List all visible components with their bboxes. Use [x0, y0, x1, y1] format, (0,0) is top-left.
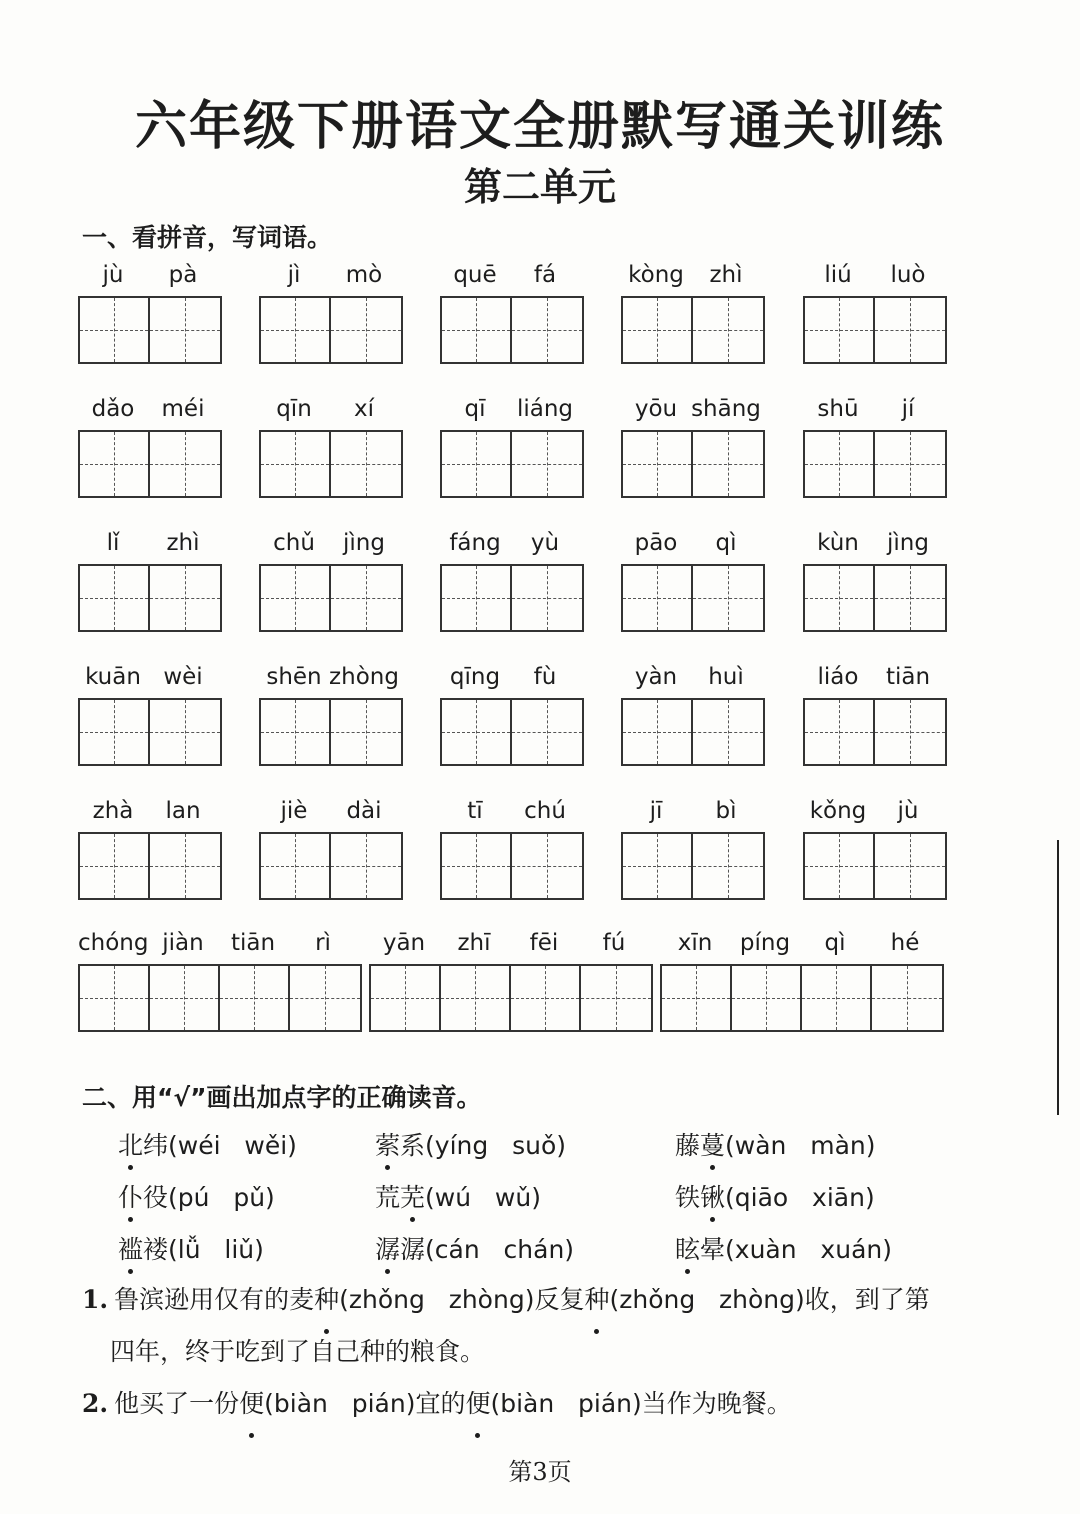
writing-cell[interactable]: [261, 298, 331, 362]
writing-grid: [259, 296, 403, 364]
writing-cell[interactable]: [805, 432, 875, 496]
choice-row: [0, 1126, 1080, 1166]
page-number: 第3页: [508, 1458, 572, 1486]
writing-cell[interactable]: [261, 566, 331, 630]
pinyin-label: lǐ: [106, 530, 120, 556]
pinyin-label: fù: [533, 664, 557, 690]
writing-cell[interactable]: [80, 298, 150, 362]
pinyin-label: luò: [890, 262, 926, 288]
pinyin-label: zhà: [92, 798, 134, 824]
pinyin-label: dài: [346, 798, 382, 824]
writing-grid: [78, 698, 222, 766]
writing-cell[interactable]: [80, 834, 150, 898]
writing-cell[interactable]: [150, 700, 220, 764]
word-row: [0, 664, 1080, 794]
writing-grid: [78, 832, 222, 900]
pinyin-label: kǒng: [809, 798, 867, 824]
writing-grid: [259, 832, 403, 900]
pinyin-label: kòng: [628, 262, 684, 288]
pronunciation-options[interactable]: (pú pǔ): [168, 1183, 275, 1212]
pinyin-label: méi: [161, 396, 205, 422]
writing-grid: [803, 430, 947, 498]
writing-cell[interactable]: [693, 298, 763, 362]
writing-cell[interactable]: [261, 834, 331, 898]
sentence-2: 2. 他买了一份便(biàn pián)宜的便(biàn pián)当作为晚餐。: [82, 1378, 962, 1430]
pinyin-label: xí: [353, 396, 374, 422]
writing-cell[interactable]: [331, 432, 401, 496]
choice-item: [118, 1178, 275, 1214]
writing-cell[interactable]: [805, 834, 875, 898]
writing-grid: [259, 430, 403, 498]
writing-grid: [369, 964, 653, 1032]
pinyin-label: yōu: [634, 396, 678, 422]
pinyin-label: qīng: [449, 664, 501, 690]
writing-cell[interactable]: [150, 966, 220, 1030]
pronunciation-options[interactable]: (biàn pián)当作为晚餐。: [490, 1389, 792, 1418]
pinyin-label: fú: [602, 930, 626, 956]
writing-cell[interactable]: [623, 298, 693, 362]
choice-row: [0, 1178, 1080, 1218]
writing-cell[interactable]: [693, 566, 763, 630]
choice-item: [118, 1126, 297, 1162]
writing-cell[interactable]: [732, 966, 802, 1030]
pinyin-label: quē: [453, 262, 497, 288]
writing-cell[interactable]: [875, 834, 945, 898]
pinyin-label: dǎo: [91, 396, 135, 422]
pinyin-label: lan: [165, 798, 201, 824]
choice-item: [675, 1230, 892, 1266]
pinyin-label: shāng: [691, 396, 761, 422]
pinyin-label: chóng: [78, 930, 149, 956]
writing-cell[interactable]: [802, 966, 872, 1030]
pinyin-label: xīn: [677, 930, 713, 956]
choice-item: [675, 1126, 876, 1162]
pinyin-label: fáng: [449, 530, 501, 556]
writing-grid: [621, 564, 765, 632]
word-char: 藤: [675, 1131, 701, 1160]
pinyin-label: chú: [524, 798, 566, 824]
unit-title: 第二单元: [463, 164, 616, 209]
word-row: [0, 396, 1080, 526]
pinyin-label: fēi: [529, 930, 559, 956]
pinyin-label: bì: [715, 798, 737, 824]
pinyin-label: tiān: [885, 664, 931, 690]
dotted-char: 便: [239, 1378, 264, 1430]
writing-grid: [621, 698, 765, 766]
pinyin-label: hé: [890, 930, 920, 956]
writing-cell[interactable]: [623, 566, 693, 630]
writing-cell[interactable]: [875, 298, 945, 362]
pronunciation-options[interactable]: (zhǒng zhòng)收，到了第: [609, 1285, 930, 1314]
pinyin-label: tiān: [230, 930, 276, 956]
writing-cell[interactable]: [442, 700, 512, 764]
writing-cell[interactable]: [331, 834, 401, 898]
dotted-char: 种: [584, 1274, 609, 1326]
writing-grid: [440, 698, 584, 766]
pinyin-label: kùn: [817, 530, 859, 556]
writing-cell[interactable]: [512, 700, 582, 764]
writing-cell[interactable]: [80, 700, 150, 764]
pinyin-label: liáng: [516, 396, 574, 422]
pronunciation-options[interactable]: (wú wǔ): [425, 1183, 541, 1212]
writing-cell[interactable]: [442, 566, 512, 630]
word-char: 荒: [375, 1183, 401, 1212]
pinyin-label: chǔ: [273, 530, 315, 556]
writing-cell[interactable]: [442, 834, 512, 898]
writing-grid: [660, 964, 944, 1032]
writing-cell[interactable]: [623, 700, 693, 764]
writing-cell[interactable]: [875, 566, 945, 630]
pinyin-label: shū: [817, 396, 859, 422]
writing-grid: [78, 430, 222, 498]
word-row: [0, 798, 1080, 928]
writing-cell[interactable]: [331, 700, 401, 764]
writing-cell[interactable]: [805, 566, 875, 630]
writing-grid: [78, 964, 362, 1032]
writing-cell[interactable]: [150, 566, 220, 630]
choice-item: [375, 1126, 566, 1162]
pinyin-label: qì: [715, 530, 737, 556]
pinyin-label: qīn: [276, 396, 312, 422]
pinyin-label: jí: [901, 396, 915, 422]
pinyin-label: liáo: [817, 664, 859, 690]
writing-cell[interactable]: [150, 298, 220, 362]
pronunciation-options[interactable]: (wéi wěi): [168, 1131, 297, 1160]
dotted-char: 北: [118, 1126, 143, 1162]
section2-heading: 二、用“√”画出加点字的正确读音。: [82, 1083, 482, 1112]
writing-cell[interactable]: [512, 298, 582, 362]
sentence-1: 1. 鲁滨逊用仅有的麦种(zhǒng zhòng)反复种(zhǒng zhòng)收，到了第 四年，终于吃到了自己种的粮食。: [82, 1274, 962, 1378]
pronunciation-options[interactable]: (cán chán): [425, 1235, 575, 1264]
writing-cell[interactable]: [442, 432, 512, 496]
dotted-char: 芜: [400, 1178, 425, 1214]
word-char: 系: [400, 1131, 426, 1160]
word-char: 役: [143, 1183, 169, 1212]
writing-cell[interactable]: [371, 966, 441, 1030]
dotted-char: 眩: [675, 1230, 700, 1266]
writing-cell[interactable]: [220, 966, 290, 1030]
writing-grid: [621, 296, 765, 364]
pinyin-label: zhì: [709, 262, 743, 288]
writing-cell[interactable]: [623, 834, 693, 898]
pinyin-label: fá: [533, 262, 557, 288]
dotted-char: 种: [314, 1274, 339, 1326]
pinyin-label: qī: [464, 396, 486, 422]
writing-grid: [440, 296, 584, 364]
word-char: 铁: [675, 1183, 701, 1212]
writing-cell[interactable]: [581, 966, 651, 1030]
word-char: 晕: [700, 1235, 726, 1264]
pronunciation-options[interactable]: (lǚ liǔ): [168, 1235, 264, 1264]
writing-cell[interactable]: [442, 298, 512, 362]
pinyin-label: mò: [345, 262, 383, 288]
pinyin-label: pāo: [634, 530, 678, 556]
pronunciation-options[interactable]: (qiāo xiān): [725, 1183, 875, 1212]
writing-cell[interactable]: [693, 834, 763, 898]
writing-cell[interactable]: [150, 834, 220, 898]
pinyin-label: tī: [467, 798, 483, 824]
dotted-char: 褴: [118, 1230, 143, 1266]
writing-cell[interactable]: [872, 966, 942, 1030]
pinyin-label: yù: [530, 530, 560, 556]
pinyin-label: liú: [824, 262, 852, 288]
dotted-char: 潺: [375, 1230, 400, 1266]
word-char: 潺: [400, 1235, 426, 1264]
writing-cell[interactable]: [693, 432, 763, 496]
writing-cell[interactable]: [805, 298, 875, 362]
dotted-char: 萦: [375, 1126, 400, 1162]
pinyin-label: jì: [287, 262, 301, 288]
pinyin-label: jìng: [343, 530, 385, 556]
idiom-row: [0, 930, 1080, 1060]
writing-grid: [78, 564, 222, 632]
writing-cell[interactable]: [875, 700, 945, 764]
writing-grid: [621, 430, 765, 498]
writing-cell[interactable]: [693, 700, 763, 764]
pronunciation-options[interactable]: (wàn màn): [725, 1131, 876, 1160]
pinyin-label: yān: [382, 930, 426, 956]
pinyin-label: zhòng: [329, 664, 399, 690]
pinyin-label: zhì: [166, 530, 200, 556]
writing-cell[interactable]: [261, 432, 331, 496]
pinyin-label: zhī: [457, 930, 491, 956]
word-row: [0, 262, 1080, 392]
writing-grid: [259, 698, 403, 766]
pinyin-label: kuān: [85, 664, 141, 690]
choice-item: [375, 1178, 541, 1214]
pinyin-label: jī: [649, 798, 663, 824]
choice-row: [0, 1230, 1080, 1270]
pinyin-label: huì: [708, 664, 744, 690]
word-char: 纬: [143, 1131, 169, 1160]
pinyin-label: wèi: [163, 664, 203, 690]
pinyin-label: píng: [739, 930, 791, 956]
writing-grid: [803, 296, 947, 364]
word-row: [0, 530, 1080, 660]
scan-edge-line: [1057, 840, 1059, 1115]
page-title: 六年级下册语文全册默写通关训练: [134, 96, 945, 157]
pronunciation-options[interactable]: (zhǒng zhòng)反复: [339, 1285, 585, 1314]
pronunciation-options[interactable]: (biàn pián)宜的: [264, 1389, 466, 1418]
writing-grid: [440, 430, 584, 498]
dotted-char: 蔓: [700, 1126, 725, 1162]
choice-item: [675, 1178, 875, 1214]
choice-item: [118, 1230, 264, 1266]
pronunciation-options[interactable]: (xuàn xuán): [725, 1235, 892, 1264]
choice-item: [375, 1230, 574, 1266]
dotted-char: 锹: [700, 1178, 725, 1214]
writing-cell[interactable]: [261, 700, 331, 764]
pinyin-label: shēn: [266, 664, 322, 690]
writing-grid: [440, 832, 584, 900]
writing-cell[interactable]: [805, 700, 875, 764]
writing-cell[interactable]: [662, 966, 732, 1030]
writing-grid: [440, 564, 584, 632]
pinyin-label: yàn: [634, 664, 678, 690]
pinyin-label: jiàn: [162, 930, 204, 956]
section1-heading: 一、看拼音，写词语。: [82, 223, 333, 252]
dotted-char: 仆: [118, 1178, 143, 1214]
writing-cell[interactable]: [512, 834, 582, 898]
pinyin-label: rì: [315, 930, 331, 956]
word-char: 褛: [143, 1235, 169, 1264]
writing-cell[interactable]: [331, 298, 401, 362]
writing-grid: [803, 564, 947, 632]
writing-cell[interactable]: [875, 432, 945, 496]
pinyin-label: jù: [897, 798, 919, 824]
pinyin-label: pà: [168, 262, 198, 288]
writing-cell[interactable]: [290, 966, 360, 1030]
writing-grid: [803, 832, 947, 900]
writing-cell[interactable]: [512, 432, 582, 496]
writing-grid: [78, 296, 222, 364]
pronunciation-options[interactable]: (yíng suǒ): [425, 1131, 566, 1160]
pinyin-label: jiè: [280, 798, 308, 824]
writing-cell[interactable]: [512, 566, 582, 630]
writing-cell[interactable]: [511, 966, 581, 1030]
pinyin-label: qì: [824, 930, 846, 956]
writing-cell[interactable]: [441, 966, 511, 1030]
writing-cell[interactable]: [150, 432, 220, 496]
pinyin-label: jù: [102, 262, 124, 288]
writing-cell[interactable]: [331, 566, 401, 630]
writing-cell[interactable]: [80, 432, 150, 496]
writing-cell[interactable]: [623, 432, 693, 496]
dotted-char: 便: [465, 1378, 490, 1430]
writing-grid: [803, 698, 947, 766]
writing-grid: [259, 564, 403, 632]
pinyin-label: jìng: [887, 530, 929, 556]
writing-grid: [621, 832, 765, 900]
writing-cell[interactable]: [80, 966, 150, 1030]
writing-cell[interactable]: [80, 566, 150, 630]
